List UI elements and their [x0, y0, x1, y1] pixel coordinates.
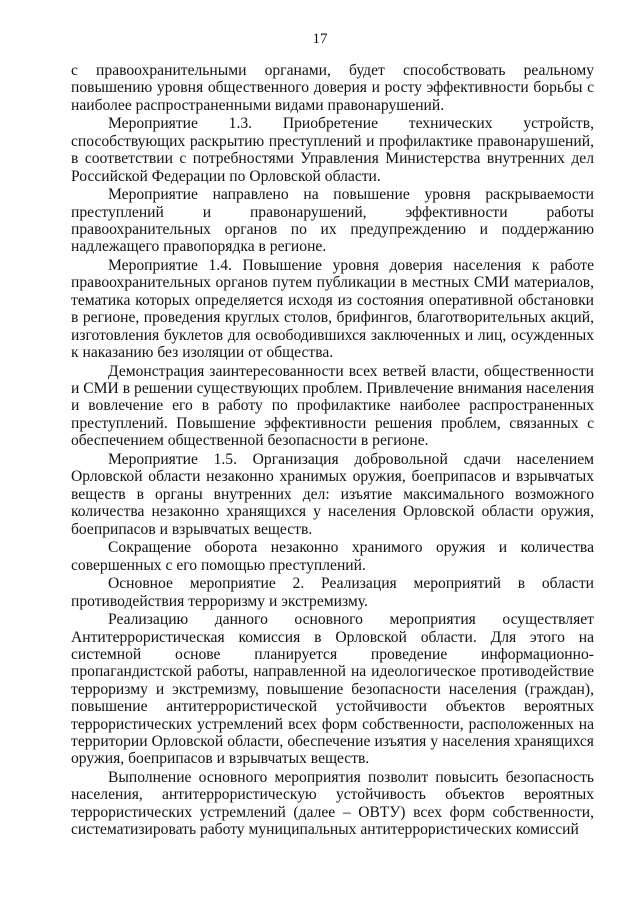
paragraph: Выполнение основного мероприятия позволит повысить безопасность населения, антитеррористическую устойчивость объектов вероятных террористических устремлений (далее – ОВТУ) всех форм собственности, систематизировать работу муниципальных антитеррористических комиссий — [71, 768, 594, 839]
paragraph: Сокращение оборота незаконно хранимого оружия и количества совершенных с его помощью преступлений. — [71, 539, 594, 574]
paragraph: Основное мероприятие 2. Реализация мероприятий в области противодействия терроризму и экстремизму. — [71, 575, 594, 610]
paragraph: Мероприятие направлено на повышение уровня раскрываемости преступлений и правонарушений, эффективности работы правоохранительных органов по их предупреждению и поддержанию надлежащего правопорядка в регионе. — [71, 186, 594, 256]
page-number: 17 — [312, 31, 328, 47]
paragraph: Реализацию данного основного мероприятия осуществляет Антитеррористическая комиссия в Орловской области. Для этого на системной основе планируется проведение информационно-пропагандистской работы, направленной на идеологическое противодействие терроризму и экстремизму, повышение безопасности населения (граждан), повышение антитеррористической устойчивости объектов вероятных террористических устремлений всех форм собственности, расположенных на территории Орловской области, обеспечение изъятия у населения хранящихся оружия, боеприпасов и взрывчатых веществ. — [71, 611, 594, 768]
paragraph: Мероприятие 1.3. Приобретение технических устройств, способствующих раскрытию преступлений и профилактике правонарушений, в соответствии с потребностями Управления Министерства внутренних дел Российской Федерации по Орловской области. — [71, 115, 594, 185]
paragraph: с правоохранительными органами, будет способствовать реальному повышению уровня общественного доверия и росту эффективности борьбы с наиболее распространенными видами правонарушений. — [71, 62, 594, 114]
paragraph: Мероприятие 1.4. Повышение уровня доверия населения к работе правоохранительных органов путем публикации в местных СМИ материалов, тематика которых определяется исходя из состояния оперативной обстановки в регионе, проведения круглых столов, брифингов, благотворительных акций, изготовления буклетов для освободившихся заключенных и лиц, осужденных к наказанию без изоляции от общества. — [71, 257, 594, 362]
paragraph: Демонстрация заинтересованности всех ветвей власти, общественности и СМИ в решении существующих проблем. Привлечение внимания населения и вовлечение его в работу по профилактике наиболее распространенных преступлений. Повышение эффективности решения проблем, связанных с обеспечением общественной безопасности в регионе. — [71, 362, 594, 450]
paragraph: Мероприятие 1.5. Организация добровольной сдачи населением Орловской области незаконно хранимых оружия, боеприпасов и взрывчатых веществ в органы внутренних дел: изъятие максимального возможного количества незаконно хранящихся у населения Орловской области оружия, боеприпасов и взрывчатых веществ. — [71, 450, 594, 538]
document-body — [71, 62, 594, 840]
